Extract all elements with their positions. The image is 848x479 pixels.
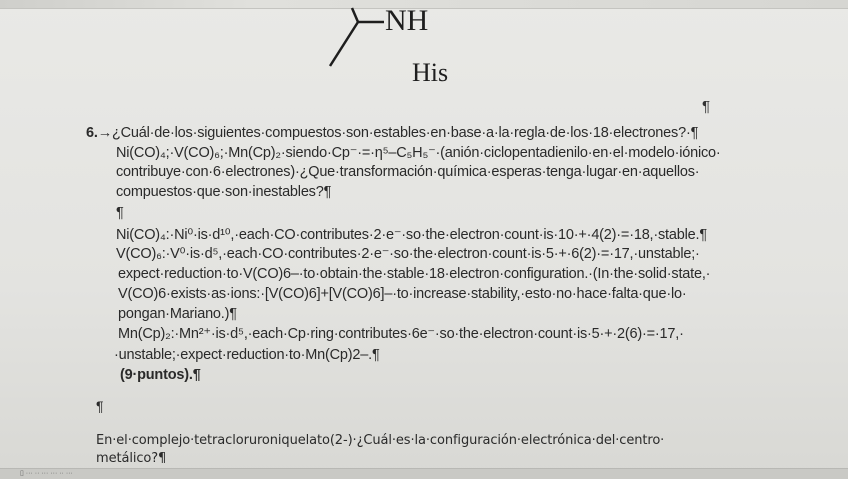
question-6-line-3: contribuye·con·6·electrones)·¿Que·transformación·química·esperas·tenga·lugar·en·aquellos· bbox=[116, 164, 700, 180]
answer-line-3: expect·reduction·to·V(CO)6–·to·obtain·the·stable·18·electron·configuration.·(In·the·solid·state,· bbox=[118, 266, 711, 282]
answer-line-7: ·unstable;·expect·reduction·to·Mn(Cp)2–.¶ bbox=[114, 347, 380, 363]
empty-paragraph-mark: ¶ bbox=[96, 398, 104, 414]
status-bar bbox=[0, 468, 848, 479]
next-question-line-2: metálico?¶ bbox=[96, 451, 167, 466]
next-question-line-1: En·el·complejo·tetracloruroniquelato(2-)·¿Cuál·es·la·configuración·electrónica·del·centro· bbox=[96, 433, 665, 448]
answer-line-4: V(CO)6·exists·as·ions:·[V(CO)6]+[V(CO)6]–·to·increase·stability,·esto·no·hace·falta·que·lo· bbox=[118, 286, 687, 302]
structure-his-label: His bbox=[412, 58, 449, 87]
answer-line-5: pongan·Mariano.)¶ bbox=[118, 306, 237, 322]
question-6-line-5: ¶ bbox=[116, 205, 124, 221]
question-6-line-1: 6.→¿Cuál·de·los·siguientes·compuestos·son·estables·en·base·a·la·regla·de·los·18·electrones?·¶ bbox=[86, 125, 699, 141]
question-number: 6.→ bbox=[86, 125, 112, 141]
structure-nh-label: NH bbox=[385, 4, 429, 37]
answer-line-vco6: V(CO)₆:·V⁰·is·d⁵,·each·CO·contributes·2·e⁻·so·the·electron·count·is·5·+·6(2)·=·17,·unstable;· bbox=[116, 246, 700, 262]
answer-line-nico4: Ni(CO)₄:·Ni⁰·is·d¹⁰,·each·CO·contributes·2·e⁻·so·the·electron·count·is·10·+·4(2)·=·18,·stable.¶ bbox=[116, 227, 707, 243]
paragraph-mark: ¶ bbox=[702, 98, 711, 115]
answer-line-mncp2: Mn(Cp)₂:·Mn²⁺·is·d⁵,·each·Cp·ring·contributes·6e⁻·so·the·electron·count·is·5·+·2(6)·=·17,· bbox=[118, 326, 684, 342]
question-6-line-4: compuestos·que·son·inestables?¶ bbox=[116, 184, 332, 200]
question-6-line-2: Ni(CO)₄;·V(CO)₆;·Mn(Cp)₂·siendo·Cp⁻·=·η⁵–C₅H₅⁻·(anión·ciclopentadienilo·en·el·modelo·iónico· bbox=[116, 145, 721, 161]
points-label: (9·puntos).¶ bbox=[120, 367, 201, 383]
status-text: ▯ ··· ·· ··· ··· ·· ··· bbox=[20, 470, 73, 477]
